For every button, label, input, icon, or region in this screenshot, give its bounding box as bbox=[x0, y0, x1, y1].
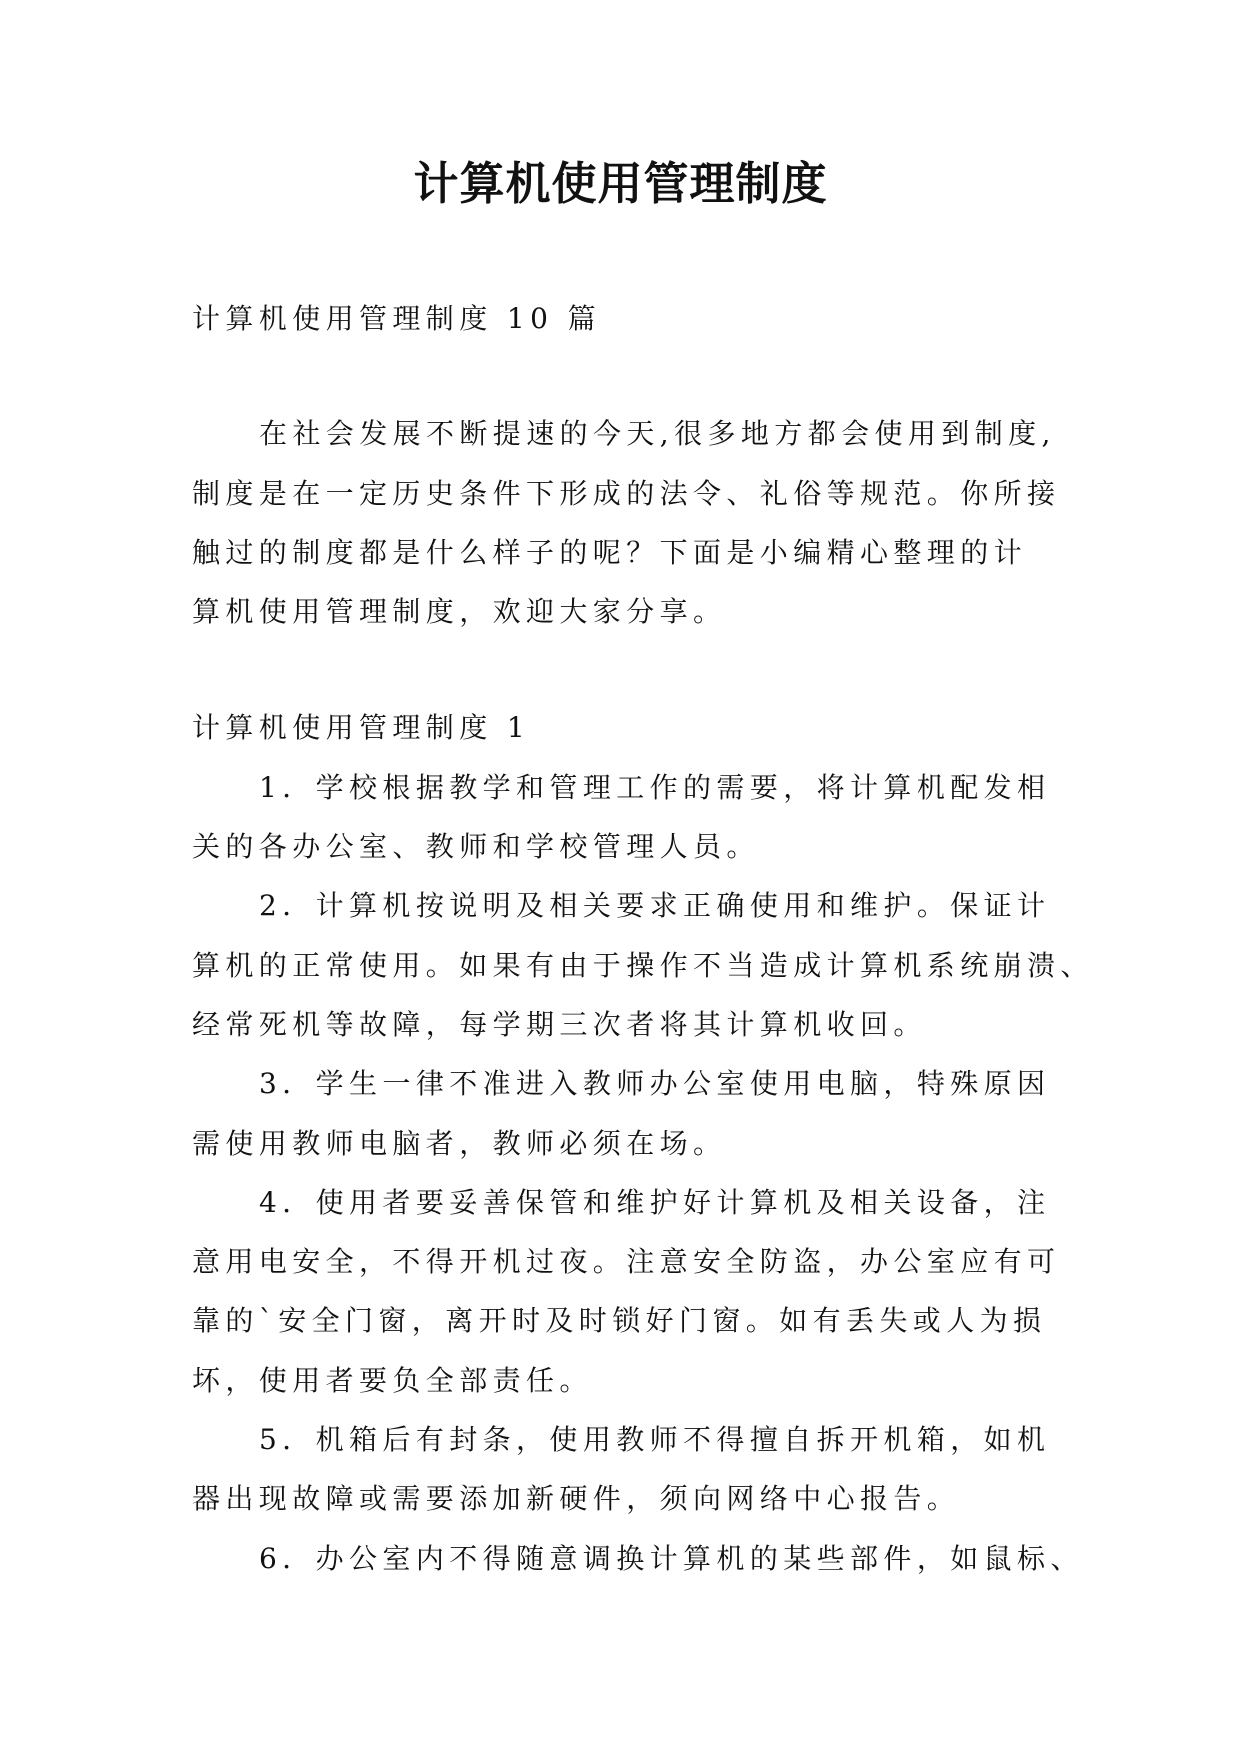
rule-item-line: 器出现故障或需要添加新硬件，须向网络中心报告。 bbox=[192, 1482, 961, 1516]
document-subtitle: 计算机使用管理制度 10 篇 bbox=[192, 302, 602, 335]
paragraph-line: 触过的制度都是什么样子的呢？下面是小编精心整理的计 bbox=[192, 535, 1028, 569]
rule-item bbox=[192, 1173, 1092, 1410]
rule-item bbox=[192, 1410, 1092, 1529]
section-heading: 计算机使用管理制度 1 bbox=[192, 711, 531, 745]
paragraph-line: 算机使用管理制度，欢迎大家分享。 bbox=[192, 595, 727, 629]
rule-item-line: 4．使用者要妥善保管和维护好计算机及相关设备，注 bbox=[259, 1185, 1051, 1219]
rule-item-line: 2．计算机按说明及相关要求正确使用和维护。保证计 bbox=[259, 889, 1051, 923]
rule-item-line: 1．学校根据教学和管理工作的需要，将计算机配发相 bbox=[259, 770, 1051, 804]
rule-item bbox=[192, 876, 1092, 1054]
document-title: 计算机使用管理制度 bbox=[413, 157, 828, 210]
rule-item-line: 意用电安全，不得开机过夜。注意安全防盗，办公室应有可 bbox=[192, 1245, 1061, 1279]
rule-item-line: 5．机箱后有封条，使用教师不得擅自拆开机箱，如机 bbox=[259, 1423, 1051, 1457]
rule-item-line: 坏，使用者要负全部责任。 bbox=[192, 1363, 593, 1397]
paragraph-line: 制度是在一定历史条件下形成的法令、礼俗等规范。你所接 bbox=[192, 476, 1061, 510]
rule-item-line: 关的各办公室、教师和学校管理人员。 bbox=[192, 830, 760, 864]
rule-item bbox=[192, 1529, 1092, 1588]
rule-item bbox=[192, 1054, 1092, 1173]
rule-item-line: 经常死机等故障，每学期三次者将其计算机收回。 bbox=[192, 1007, 927, 1041]
rule-item-line: 算机的正常使用。如果有由于操作不当造成计算机系统崩溃、 bbox=[192, 948, 1094, 982]
rule-item bbox=[192, 758, 1092, 877]
document-body bbox=[192, 289, 1092, 1588]
rule-item-line: 需使用教师电脑者，教师必须在场。 bbox=[192, 1126, 727, 1160]
paragraph-line: 在社会发展不断提速的今天,很多地方都会使用到制度, bbox=[259, 417, 1056, 451]
intro-paragraph bbox=[192, 404, 1092, 641]
rule-list bbox=[192, 758, 1092, 1588]
rule-item-line: 3．学生一律不准进入教师办公室使用电脑，特殊原因 bbox=[259, 1067, 1051, 1101]
rule-item-line: 6．办公室内不得随意调换计算机的某些部件，如鼠标、 bbox=[259, 1541, 1084, 1575]
rule-item-line: 靠的`安全门窗，离开时及时锁好门窗。如有丢失或人为损 bbox=[192, 1304, 1047, 1338]
